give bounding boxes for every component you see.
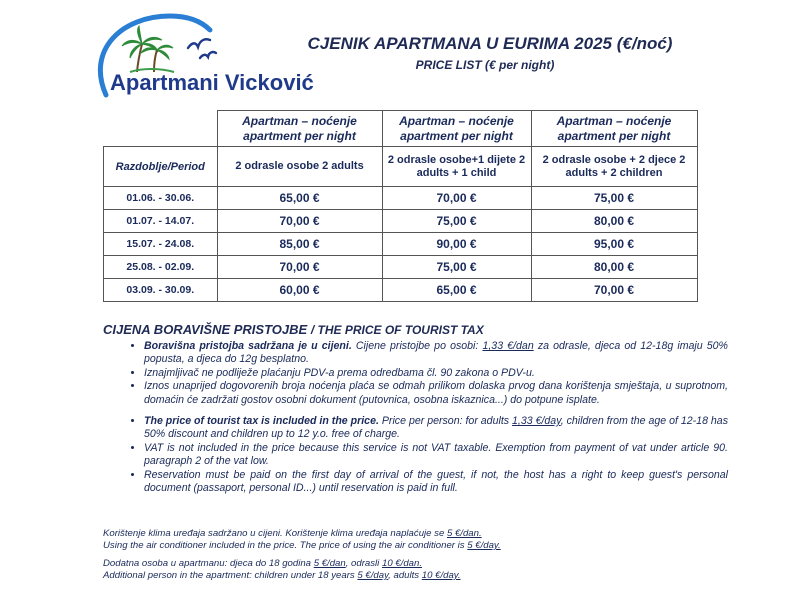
- price-cell: 70,00 €: [217, 210, 382, 233]
- footer-text: Using the air conditioner included in the price. The price of using the air conditioner is: [103, 540, 465, 551]
- list-item: • Reservation must be paid on the first day of arrival of the guest, if not, the host has a right to keep guest's personal document (passaport, personal ID...) until reservation is paid in full.: [144, 469, 728, 496]
- ac-note-en: [103, 540, 501, 552]
- price-cell: 90,00 €: [382, 233, 531, 256]
- tax-amount: 1,33 €/dan: [482, 340, 534, 352]
- footer-text: , adults: [388, 570, 420, 581]
- footer-text: Dodatna osoba u apartmanu: djeca do 18 godina: [103, 558, 312, 569]
- list-item: [144, 340, 728, 367]
- footer-amount: 5 €/dan: [313, 558, 346, 569]
- period-cell: 03.09. - 30.09.: [104, 279, 218, 302]
- occupancy-header: 2 odrasle osobe + 2 djece 2 adults + 2 children: [531, 147, 697, 187]
- note-text: , children from the age of 12-18 has 50% discount and children up to 12 y.o. free of charge.: [144, 415, 728, 441]
- footer-amount: 5 €/day: [357, 570, 389, 581]
- occupancy-header: 2 odrasle osobe 2 adults: [217, 147, 382, 187]
- footer-text: Additional person in the apartment: children under 18 years: [103, 570, 355, 581]
- page-title: CJENIK APARTMANA U EURIMA 2025 (€/noć): [307, 34, 673, 53]
- column-header: Apartman – noćenje apartment per night: [217, 111, 382, 147]
- note-bold: The price of tourist tax is included in the price.: [144, 415, 379, 428]
- brand-name: Apartmani Vicković: [110, 70, 314, 95]
- occupancy-header: 2 odrasle osobe+1 dijete 2 adults + 1 child: [382, 147, 531, 187]
- tourist-tax-heading: [103, 322, 484, 337]
- price-cell: 85,00 €: [217, 233, 382, 256]
- extra-person-note-en: [103, 570, 461, 582]
- column-header: Apartman – noćenje apartment per night: [382, 111, 531, 147]
- price-cell: 75,00 €: [531, 187, 697, 210]
- list-item: • Iznos unaprijed dogovorenih broja noćenja plaća se odmah prilikom dolaska prvog dana korištenja smještaja, u suprotnom, domaćin će zadržati gostov osobni dokument (putovnica, osobna iskaznica...) do potpune isplate.: [144, 380, 728, 407]
- table-header-row: [104, 111, 698, 147]
- price-cell: 75,00 €: [382, 210, 531, 233]
- period-cell: 01.07. - 14.07.: [104, 210, 218, 233]
- footer-amount: 10 €/day.: [421, 570, 461, 581]
- period-header: Razdoblje/Period: [104, 147, 218, 187]
- table-row: [104, 256, 698, 279]
- palm-trees-icon: [122, 26, 174, 72]
- list-item: • Iznajmljivač ne podliježe plaćanju PDV-a prema odredbama čl. 90 zakona o PDV-u.: [144, 367, 728, 380]
- footer-text: , odrasli: [345, 558, 380, 569]
- list-item: [144, 415, 728, 442]
- note-bold: Boravišna pristojba sadržana je u cijeni.: [144, 340, 352, 352]
- note-text: Cijene pristojbe po osobi:: [355, 340, 479, 352]
- price-cell: 80,00 €: [531, 256, 697, 279]
- page-subtitle: PRICE LIST (€ per night): [415, 58, 555, 72]
- seagulls-icon: [188, 39, 216, 58]
- footer-text: Korištenje klima uređaja sadržano u cijeni. Korištenje klima uređaja naplaćuje se: [103, 528, 445, 539]
- table-row: [104, 279, 698, 302]
- price-cell: 60,00 €: [217, 279, 382, 302]
- price-cell: 80,00 €: [531, 210, 697, 233]
- period-cell: 25.08. - 02.09.: [104, 256, 218, 279]
- list-item: • VAT is not included in the price because this service is not VAT taxable. Exemption from payment of vat under article 90. paragraph 2 of the vat low.: [144, 442, 728, 469]
- price-cell: 75,00 €: [382, 256, 531, 279]
- price-cell: 65,00 €: [382, 279, 531, 302]
- tourist-tax-notes: [118, 340, 728, 495]
- note-text: za odrasle, djeca od 12-18g imaju 50% popusta, a djeca do 12g besplatno.: [144, 340, 728, 366]
- tax-amount: 1,33 €/day: [512, 415, 561, 428]
- note-text: Price per person: for adults: [381, 415, 510, 428]
- extra-person-note-hr: [103, 558, 422, 570]
- tourist-tax-heading-hr: CIJENA BORAVIŠNE PRISTOJBE: [103, 322, 308, 337]
- price-table: [103, 110, 698, 302]
- price-cell: 65,00 €: [217, 187, 382, 210]
- price-cell: 70,00 €: [531, 279, 697, 302]
- period-cell: 15.07. - 24.08.: [104, 233, 218, 256]
- column-header: Apartman – noćenje apartment per night: [531, 111, 697, 147]
- table-row: [104, 187, 698, 210]
- table-row: [104, 233, 698, 256]
- footer-amount: 10 €/dan.: [381, 558, 422, 569]
- table-subheader-row: [104, 147, 698, 187]
- tourist-tax-heading-en: / THE PRICE OF TOURIST TAX: [310, 323, 484, 337]
- footer-amount: 5 €/day.: [467, 540, 501, 551]
- table-row: [104, 210, 698, 233]
- period-cell: 01.06. - 30.06.: [104, 187, 218, 210]
- footer-amount: 5 €/dan.: [446, 528, 482, 539]
- price-cell: 70,00 €: [217, 256, 382, 279]
- price-cell: 70,00 €: [382, 187, 531, 210]
- ac-note-hr: [103, 528, 482, 540]
- price-cell: 95,00 €: [531, 233, 697, 256]
- table-corner: [104, 111, 218, 147]
